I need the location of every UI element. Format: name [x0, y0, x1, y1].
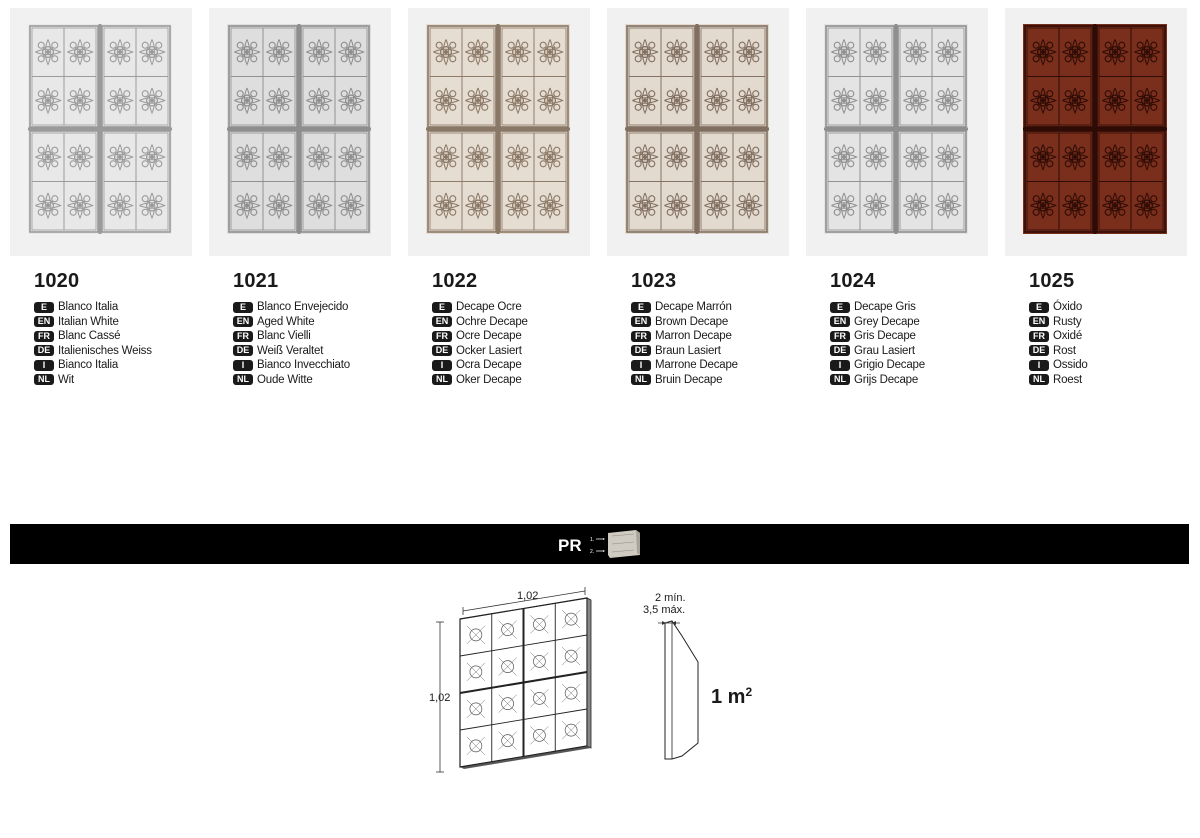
language-badge: FR — [1029, 331, 1049, 342]
language-badge: NL — [1029, 374, 1049, 385]
product-code: 1021 — [233, 270, 279, 292]
translation-row — [1029, 373, 1088, 388]
area-exponent: 2 — [745, 685, 753, 699]
color-name: Wit — [58, 373, 75, 386]
translation-row — [1029, 358, 1088, 373]
translations-list — [631, 300, 738, 387]
color-name: Decape Marrón — [655, 301, 732, 313]
language-badge: EN — [34, 316, 54, 327]
translation-row — [830, 358, 925, 373]
width-dimension: 1,02 — [517, 590, 539, 602]
color-name: Blanc Cassé — [58, 330, 121, 342]
product-code: 1022 — [432, 270, 478, 292]
color-name: Marrone Decape — [655, 359, 738, 371]
product-code: 1024 — [830, 270, 876, 292]
translation-row — [34, 344, 152, 359]
color-name: Braun Lasiert — [655, 344, 721, 357]
translation-row — [233, 300, 350, 315]
color-name: Oker Decape — [456, 373, 522, 386]
translation-row — [233, 344, 350, 359]
color-name: Rusty — [1053, 315, 1082, 328]
color-name: Blanc Vielli — [257, 330, 311, 342]
translation-row — [1029, 344, 1088, 359]
technical-drawing — [0, 580, 1200, 800]
language-badge: E — [233, 302, 253, 313]
translation-row — [233, 315, 350, 330]
translation-row — [830, 329, 925, 344]
height-dimension: 1,02 — [429, 692, 451, 704]
translations-list — [1029, 300, 1088, 387]
language-badge: DE — [631, 345, 651, 356]
language-badge: I — [432, 360, 452, 371]
color-name: Ocre Decape — [456, 330, 522, 342]
color-name: Decape Ocre — [456, 301, 522, 313]
translations-list — [34, 300, 152, 387]
translation-row — [34, 315, 152, 330]
translation-row — [631, 300, 738, 315]
translation-row — [233, 358, 350, 373]
language-badge: EN — [233, 316, 253, 327]
icon-step-2: 2. — [590, 549, 595, 555]
translation-row — [830, 315, 925, 330]
language-badge: NL — [432, 374, 452, 385]
translation-row — [34, 358, 152, 373]
color-name: Bruin Decape — [655, 373, 723, 386]
color-name: Weiß Veraltet — [257, 344, 324, 357]
tile-swatch-image — [28, 24, 172, 234]
color-name: Brown Decape — [655, 315, 729, 328]
language-badge: EN — [631, 316, 651, 327]
color-name: Blanco Envejecido — [257, 301, 349, 313]
tile-pattern — [824, 24, 968, 234]
area-label — [711, 686, 752, 709]
translation-row — [631, 373, 738, 388]
color-name: Grau Lasiert — [854, 344, 915, 357]
color-name: Grey Decape — [854, 315, 920, 328]
translation-row — [233, 329, 350, 344]
language-badge: EN — [830, 316, 850, 327]
language-badge: EN — [432, 316, 452, 327]
language-badge: EN — [1029, 316, 1049, 327]
translation-row — [830, 344, 925, 359]
translation-row — [34, 373, 152, 388]
language-badge: FR — [34, 331, 54, 342]
language-badge: FR — [432, 331, 452, 342]
thickness-max: 3,5 máx. — [643, 604, 686, 616]
language-badge: I — [830, 360, 850, 371]
color-name: Roest — [1053, 373, 1083, 386]
color-name: Oude Witte — [257, 373, 313, 386]
panel-install-icon — [588, 529, 644, 559]
color-name: Ocra Decape — [456, 359, 522, 371]
language-badge: E — [1029, 302, 1049, 313]
language-badge: DE — [432, 345, 452, 356]
color-name: Ochre Decape — [456, 315, 528, 328]
tile-pattern — [28, 24, 172, 234]
translations-list — [830, 300, 925, 387]
tile-swatch-image — [1023, 24, 1167, 234]
translation-row — [830, 300, 925, 315]
translation-row — [34, 300, 152, 315]
language-badge: I — [1029, 360, 1049, 371]
translation-row — [34, 329, 152, 344]
color-name: Grigio Decape — [854, 359, 925, 371]
thickness-min: 2 mín. — [655, 592, 686, 604]
color-name: Óxido — [1053, 301, 1083, 313]
language-badge: DE — [34, 345, 54, 356]
product-grid — [0, 0, 1200, 400]
language-badge: DE — [233, 345, 253, 356]
translation-row — [1029, 329, 1088, 344]
tile-pattern — [625, 24, 769, 234]
language-badge: NL — [34, 374, 54, 385]
color-name: Oxidé — [1053, 330, 1083, 342]
translation-row — [432, 329, 528, 344]
language-badge: I — [233, 360, 253, 371]
translation-row — [432, 358, 528, 373]
color-name: Italian White — [58, 315, 119, 328]
color-name: Italienisches Weiss — [58, 344, 152, 357]
language-badge: NL — [631, 374, 651, 385]
tile-swatch-image — [625, 24, 769, 234]
language-badge: E — [631, 302, 651, 313]
color-name: Rost — [1053, 344, 1076, 357]
product-code: 1020 — [34, 270, 80, 292]
translations-list — [233, 300, 350, 387]
translation-row — [1029, 315, 1088, 330]
language-badge: I — [631, 360, 651, 371]
color-name: Ossido — [1053, 359, 1088, 371]
language-badge: DE — [1029, 345, 1049, 356]
color-name: Grijs Decape — [854, 373, 919, 386]
language-badge: E — [830, 302, 850, 313]
pr-label: PR — [558, 536, 582, 555]
tile-pattern — [1023, 24, 1167, 234]
translation-row — [830, 373, 925, 388]
color-name: Marron Decape — [655, 330, 732, 342]
tile-pattern — [227, 24, 371, 234]
product-code: 1025 — [1029, 270, 1075, 292]
language-badge: FR — [631, 331, 651, 342]
translation-row — [1029, 300, 1088, 315]
language-badge: FR — [233, 331, 253, 342]
color-name: Aged White — [257, 315, 315, 328]
color-name: Ocker Lasiert — [456, 344, 522, 357]
color-name: Decape Gris — [854, 301, 916, 313]
translation-row — [631, 329, 738, 344]
translation-row — [631, 315, 738, 330]
translation-row — [432, 373, 528, 388]
color-name: Bianco Invecchiato — [257, 359, 350, 371]
translation-row — [631, 344, 738, 359]
color-name: Gris Decape — [854, 330, 916, 342]
translation-row — [432, 344, 528, 359]
language-badge: DE — [830, 345, 850, 356]
translation-row — [631, 358, 738, 373]
tile-swatch-image — [227, 24, 371, 234]
language-badge: FR — [830, 331, 850, 342]
color-name: Blanco Italia — [58, 301, 119, 313]
tile-swatch-image — [824, 24, 968, 234]
language-badge: NL — [830, 374, 850, 385]
tile-swatch-image — [426, 24, 570, 234]
language-badge: I — [34, 360, 54, 371]
language-badge: E — [34, 302, 54, 313]
translation-row — [233, 373, 350, 388]
translations-list — [432, 300, 528, 387]
icon-step-1: 1. — [590, 537, 595, 543]
tile-pattern — [426, 24, 570, 234]
product-code: 1023 — [631, 270, 677, 292]
color-name: Bianco Italia — [58, 359, 119, 371]
translation-row — [432, 315, 528, 330]
area-value: 1 m — [711, 686, 746, 708]
language-badge: NL — [233, 374, 253, 385]
language-badge: E — [432, 302, 452, 313]
translation-row — [432, 300, 528, 315]
